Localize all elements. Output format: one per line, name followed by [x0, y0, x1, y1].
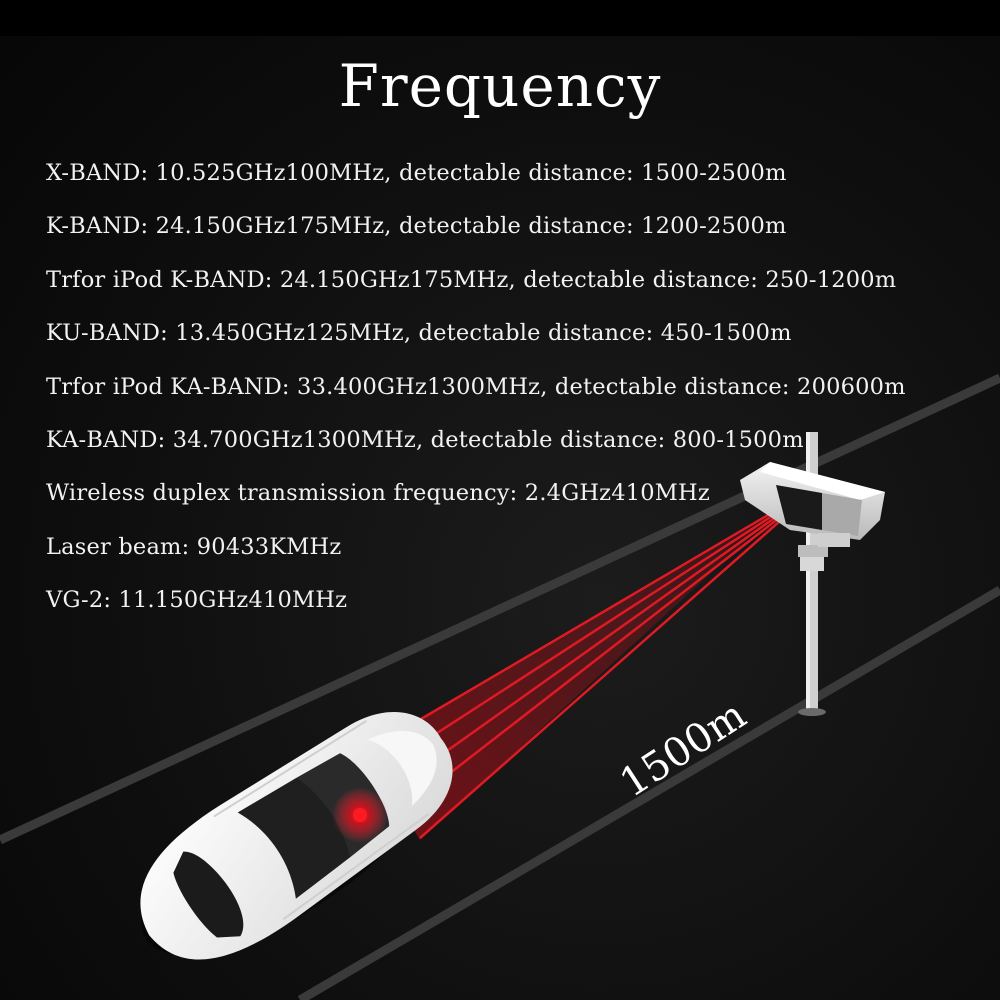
spec-ipod-k-band: Trfor iPod K-BAND: 24.150GHz175MHz, detectable distance: 250-1200m [46, 266, 897, 293]
spec-vg-2: VG-2: 11.150GHz410MHz [46, 587, 348, 614]
page-title: Frequency [338, 52, 662, 120]
frequency-spec-list [46, 156, 906, 637]
spec-ipod-ka-band: Trfor iPod KA-BAND: 33.400GHz1300MHz, detectable distance: 200600m [46, 373, 906, 400]
spec-ka-band: KA-BAND: 34.700GHz1300MHz, detectable distance: 800-1500m [46, 426, 804, 453]
spec-k-band: K-BAND: 24.150GHz175MHz, detectable distance: 1200-2500m [46, 213, 787, 240]
target-dot [353, 808, 367, 822]
distance-label: 1500m [612, 691, 755, 807]
spec-laser-beam: Laser beam: 90433KMHz [46, 533, 342, 560]
spec-x-band: X-BAND: 10.525GHz100MHz, detectable distance: 1500-2500m [46, 160, 787, 186]
spec-wireless-duplex: Wireless duplex transmission frequency: 2.4GHz410MHz [46, 480, 710, 507]
car-icon [107, 682, 480, 996]
spec-ku-band: KU-BAND: 13.450GHz125MHz, detectable distance: 450-1500m [46, 320, 792, 347]
